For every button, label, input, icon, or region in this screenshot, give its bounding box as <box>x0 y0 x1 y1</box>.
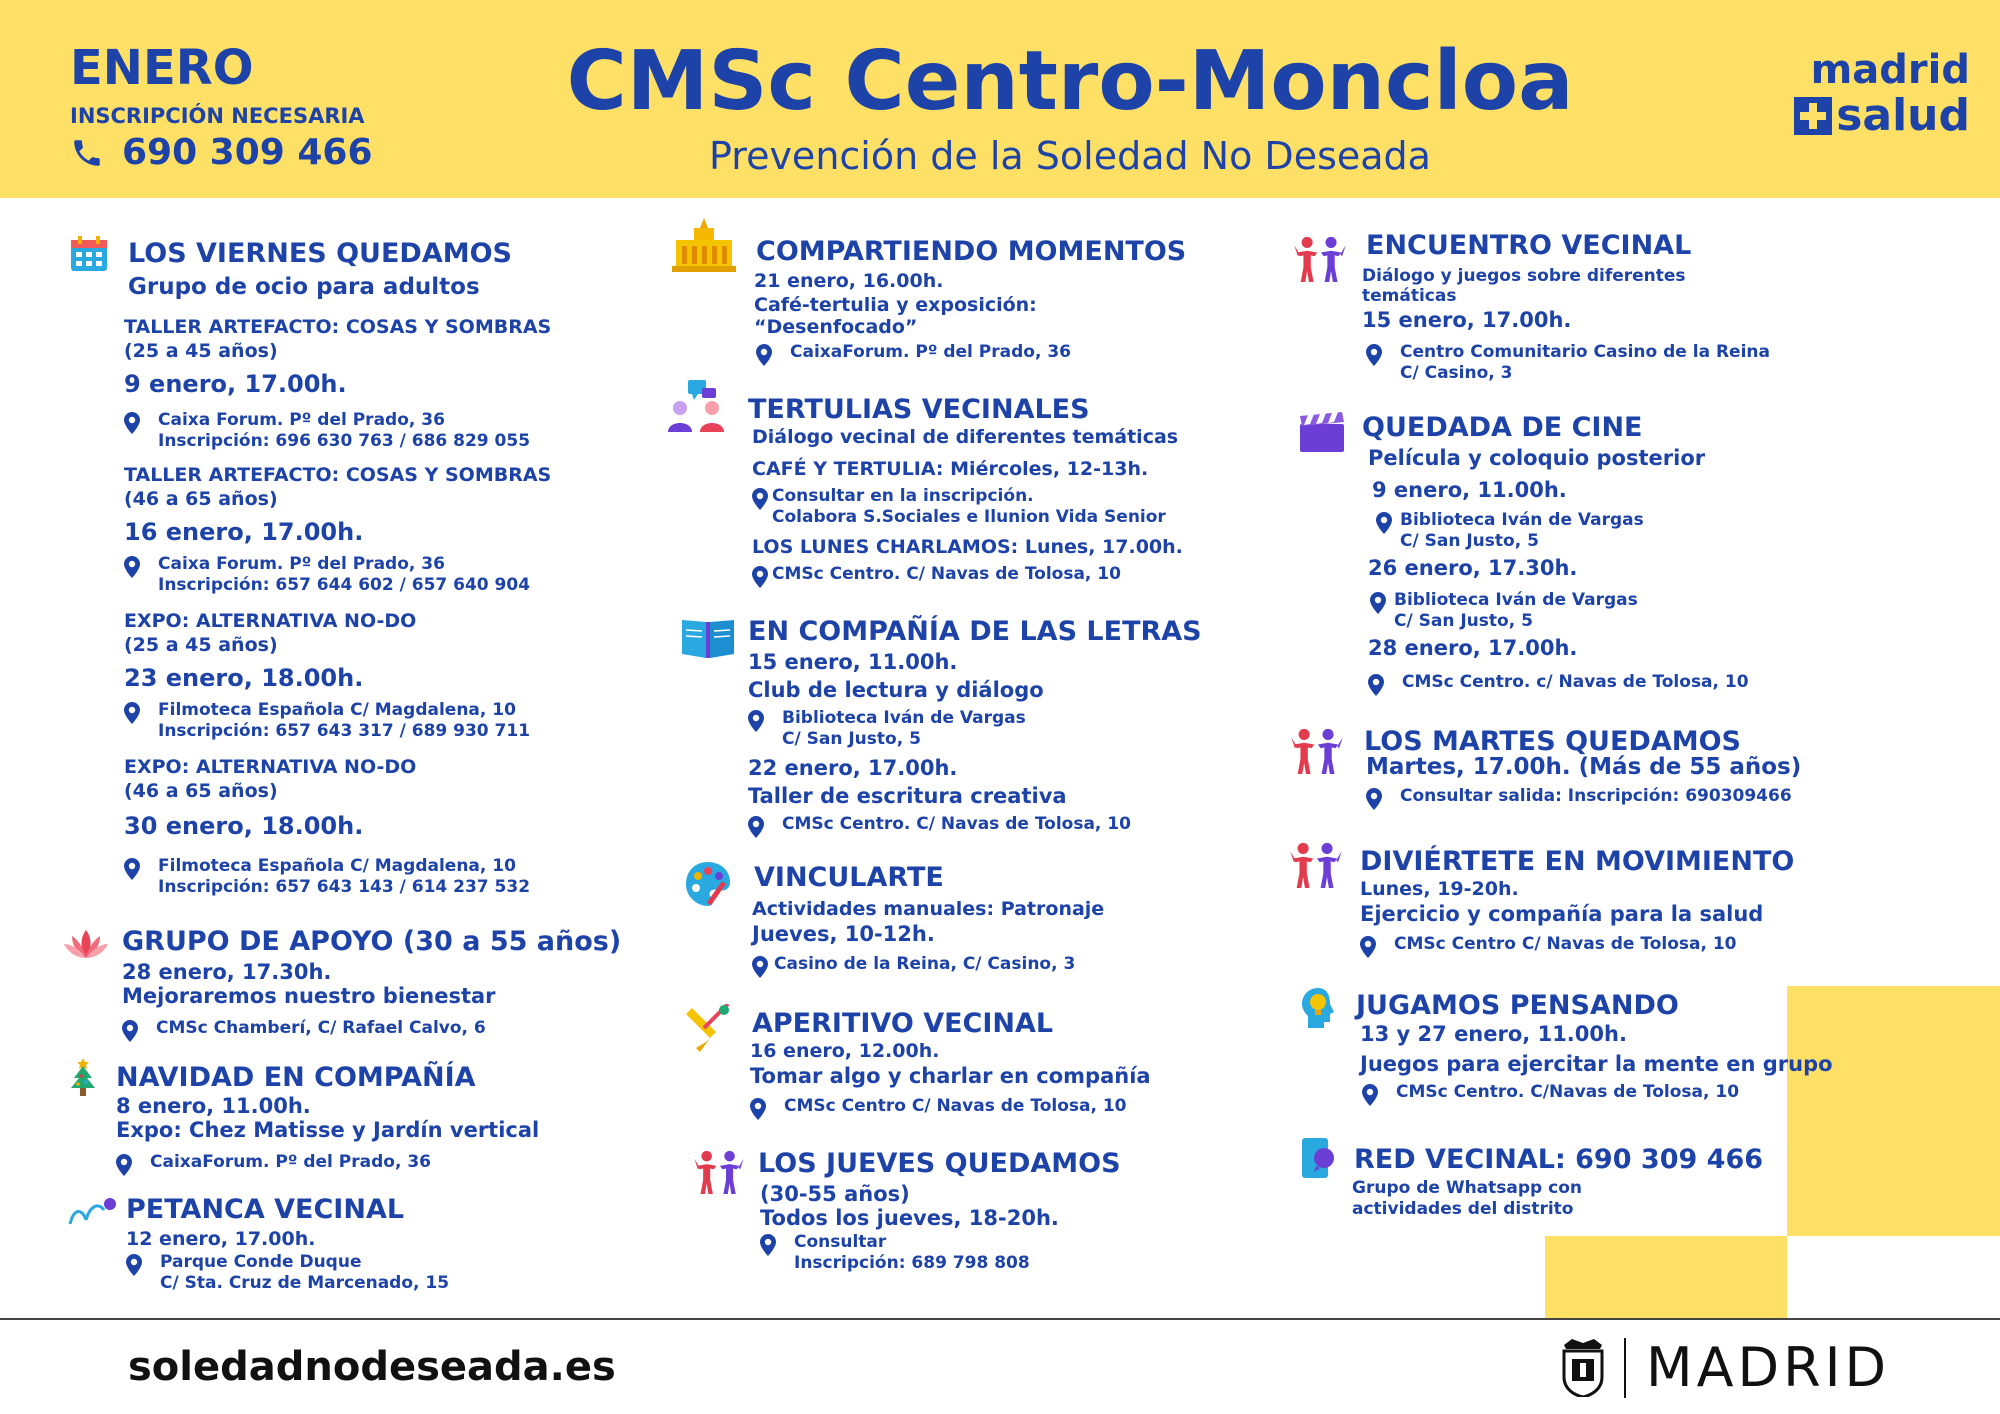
location-text: CMSc Centro C/ Navas de Tolosa, 10 <box>784 1096 1127 1116</box>
event-age: (46 a 65 años) <box>124 780 278 802</box>
event-description: Mejoraremos nuestro bienestar <box>122 984 496 1008</box>
thinking-head-icon <box>1300 986 1336 1030</box>
cross-icon <box>1794 97 1832 135</box>
event-description: Juegos para ejercitar la mente en grupo <box>1360 1052 1833 1076</box>
section-subtitle: Grupo de ocio para adultos <box>128 274 480 300</box>
event-title: EXPO: ALTERNATIVA NO-DO <box>124 610 417 632</box>
event-date: Todos los jueves, 18-20h. <box>760 1206 1059 1230</box>
event-location <box>752 954 1075 978</box>
event-location <box>748 814 1131 838</box>
people-cheering-icon <box>694 1150 744 1194</box>
museum-building-icon <box>672 218 736 272</box>
location-pin-icon <box>124 702 140 724</box>
section-title: LOS MARTES QUEDAMOS <box>1364 726 1741 757</box>
logo-divider <box>1624 1338 1626 1398</box>
location-pin-icon <box>1360 936 1376 958</box>
event-location <box>1370 590 1638 632</box>
people-cheering-icon <box>1290 728 1344 774</box>
event-date: 28 enero, 17.30h. <box>122 960 332 984</box>
event-description: Tomar algo y charlar en compañía <box>750 1064 1151 1088</box>
phone-line[interactable] <box>70 132 373 173</box>
location-text: Consultar salida: Inscripción: 690309466 <box>1400 786 1792 806</box>
location-text: Consultar en la inscripción. <box>772 486 1034 506</box>
event-location <box>748 708 1026 750</box>
location-pin-icon <box>1370 592 1386 614</box>
location-pin-icon <box>748 816 764 838</box>
location-pin-icon <box>752 956 768 978</box>
location-text: Biblioteca Iván de Vargas <box>782 708 1026 728</box>
location-pin-icon <box>752 488 768 510</box>
event-location <box>752 564 1121 588</box>
location-pin-icon <box>1362 1084 1378 1106</box>
petanque-icon <box>68 1196 116 1228</box>
location-text: C/ San Justo, 5 <box>1400 531 1539 551</box>
event-title: TALLER ARTEFACTO: COSAS Y SOMBRAS <box>124 464 552 486</box>
phone-number: 690 309 466 <box>122 132 373 173</box>
section-subtitle: Película y coloquio posterior <box>1368 446 1706 470</box>
cocktail-icon <box>680 1004 732 1054</box>
event-date: 15 enero, 17.00h. <box>1362 308 1572 332</box>
location-text: CMSc Centro. C/ Navas de Tolosa, 10 <box>772 564 1121 584</box>
month-label: ENERO <box>70 40 254 96</box>
location-text: Centro Comunitario Casino de la Reina <box>1400 342 1770 362</box>
event-location <box>1366 786 1792 810</box>
event-age: (25 a 45 años) <box>124 340 278 362</box>
event-location <box>124 856 530 898</box>
location-pin-icon <box>760 1234 776 1256</box>
clapperboard-icon <box>1300 412 1344 452</box>
section-title: APERITIVO VECINAL <box>752 1008 1054 1039</box>
event-date: 26 enero, 17.30h. <box>1368 556 1578 580</box>
header-band <box>0 0 2000 198</box>
event-location <box>122 1018 486 1042</box>
location-text: CaixaForum. Pº del Prado, 36 <box>790 342 1071 362</box>
section-subtitle: Martes, 17.00h. (Más de 55 años) <box>1366 754 1802 780</box>
people-cheering-icon <box>1290 842 1342 888</box>
section-title: TERTULIAS VECINALES <box>748 394 1090 425</box>
location-pin-icon <box>1376 512 1392 534</box>
page-title: CMSc Centro-Moncloa <box>566 34 1574 129</box>
whatsapp-chat-icon <box>1302 1138 1336 1178</box>
location-text: C/ San Justo, 5 <box>1394 611 1533 631</box>
calendar-icon <box>70 236 108 272</box>
section-title: LOS VIERNES QUEDAMOS <box>128 238 512 269</box>
event-title: LOS LUNES CHARLAMOS: Lunes, 17.00h. <box>752 536 1183 558</box>
location-text: CMSc Centro. C/Navas de Tolosa, 10 <box>1396 1082 1740 1102</box>
location-pin-icon <box>122 1020 138 1042</box>
event-date: Lunes, 19-20h. <box>1360 878 1519 900</box>
location-text: Consultar <box>794 1232 887 1252</box>
event-location <box>1362 1082 1739 1106</box>
section-title: DIVIÉRTETE EN MOVIMIENTO <box>1360 846 1795 877</box>
decorative-block <box>1787 986 2000 1236</box>
location-text: Filmoteca Española C/ Magdalena, 10 <box>158 700 516 720</box>
event-date: 15 enero, 11.00h. <box>748 650 958 674</box>
christmas-tree-icon <box>68 1058 98 1098</box>
event-date: 28 enero, 17.00h. <box>1368 636 1578 660</box>
location-pin-icon <box>748 710 764 732</box>
madrid-city-logo <box>1560 1336 1890 1399</box>
event-description: temáticas <box>1362 286 1457 306</box>
section-title: NAVIDAD EN COMPAÑÍA <box>116 1062 476 1093</box>
event-location <box>116 1152 431 1176</box>
people-cheering-icon <box>1294 236 1346 282</box>
location-text: CMSc Centro. c/ Navas de Tolosa, 10 <box>1402 672 1749 692</box>
event-date: 9 enero, 11.00h. <box>1372 478 1567 502</box>
event-description: Ejercicio y compañía para la salud <box>1360 902 1764 926</box>
event-location <box>1376 510 1644 552</box>
event-location <box>1366 342 1770 384</box>
inscription-text: Inscripción: 657 643 143 / 614 237 532 <box>158 877 531 897</box>
event-description: Expo: Chez Matisse y Jardín vertical <box>116 1118 540 1142</box>
event-date: Jueves, 10-12h. <box>752 922 935 946</box>
event-title: CAFÉ Y TERTULIA: Miércoles, 12-13h. <box>752 458 1149 480</box>
event-date: 30 enero, 18.00h. <box>124 812 364 840</box>
conversation-icon <box>666 380 730 432</box>
madrid-salud-logo <box>1780 48 1970 140</box>
inscription-note: INSCRIPCIÓN NECESARIA <box>70 104 365 128</box>
event-description: Club de lectura y diálogo <box>748 678 1044 702</box>
website-link[interactable]: soledadnodeseada.es <box>128 1344 616 1390</box>
open-book-icon <box>682 616 734 658</box>
inscription-text: Inscripción: 657 644 602 / 657 640 904 <box>158 575 531 595</box>
event-location <box>760 1232 1030 1274</box>
event-age: (46 a 65 años) <box>124 488 278 510</box>
location-pin-icon <box>124 556 140 578</box>
location-text: Casino de la Reina, C/ Casino, 3 <box>774 954 1076 974</box>
location-pin-icon <box>756 344 772 366</box>
section-subtitle: Diálogo vecinal de diferentes temáticas <box>752 426 1179 448</box>
event-date: 21 enero, 16.00h. <box>754 270 944 292</box>
location-text: Caixa Forum. Pº del Prado, 36 <box>158 410 445 430</box>
inscription-text: Inscripción: 657 643 317 / 689 930 711 <box>158 721 531 741</box>
event-date: 16 enero, 17.00h. <box>124 518 364 546</box>
event-date: 22 enero, 17.00h. <box>748 756 958 780</box>
event-description: actividades del distrito <box>1352 1199 1574 1219</box>
inscription-text: Inscripción: 689 798 808 <box>794 1253 1030 1273</box>
event-description: Diálogo y juegos sobre diferentes <box>1362 266 1686 286</box>
location-text: CMSc Centro. C/ Navas de Tolosa, 10 <box>782 814 1131 834</box>
event-date: 16 enero, 12.00h. <box>750 1040 940 1062</box>
event-location <box>750 1096 1127 1120</box>
location-text: Colabora S.Sociales e Ilunion Vida Senior <box>772 507 1166 527</box>
event-location <box>1368 672 1749 696</box>
section-title: JUGAMOS PENSANDO <box>1356 990 1679 1021</box>
paint-palette-icon <box>684 860 732 908</box>
location-text: Biblioteca Iván de Vargas <box>1394 590 1638 610</box>
event-location <box>1360 934 1737 958</box>
location-text: Caixa Forum. Pº del Prado, 36 <box>158 554 445 574</box>
phone-icon <box>70 136 104 170</box>
location-pin-icon <box>124 858 140 880</box>
location-text: C/ Casino, 3 <box>1400 363 1513 383</box>
location-pin-icon <box>126 1254 142 1276</box>
location-pin-icon <box>752 566 768 588</box>
section-title: LOS JUEVES QUEDAMOS <box>758 1148 1121 1179</box>
event-age: (30-55 años) <box>760 1182 910 1206</box>
footer-divider <box>0 1318 2000 1320</box>
location-text: CMSc Centro C/ Navas de Tolosa, 10 <box>1394 934 1737 954</box>
location-text: CMSc Chamberí, C/ Rafael Calvo, 6 <box>156 1018 486 1038</box>
event-location <box>126 1252 449 1294</box>
event-date: 8 enero, 11.00h. <box>116 1094 311 1118</box>
location-pin-icon <box>1366 788 1382 810</box>
event-age: (25 a 45 años) <box>124 634 278 656</box>
lotus-icon <box>64 928 108 960</box>
page-subtitle: Prevención de la Soledad No Deseada <box>709 134 1431 178</box>
location-text: C/ San Justo, 5 <box>782 729 921 749</box>
section-title: QUEDADA DE CINE <box>1362 412 1643 443</box>
section-title: GRUPO DE APOYO (30 a 55 años) <box>122 926 622 957</box>
location-pin-icon <box>1368 674 1384 696</box>
event-location <box>124 700 530 742</box>
section-title: EN COMPAÑÍA DE LAS LETRAS <box>748 616 1202 647</box>
event-title: TALLER ARTEFACTO: COSAS Y SOMBRAS <box>124 316 552 338</box>
location-text: C/ Sta. Cruz de Marcenado, 15 <box>160 1273 450 1293</box>
event-location <box>124 410 530 452</box>
location-text: Biblioteca Iván de Vargas <box>1400 510 1644 530</box>
location-pin-icon <box>750 1098 766 1120</box>
section-title: ENCUENTRO VECINAL <box>1366 230 1692 261</box>
location-pin-icon <box>1366 344 1382 366</box>
location-text: Parque Conde Duque <box>160 1252 362 1272</box>
section-title: PETANCA VECINAL <box>126 1194 405 1225</box>
event-description: “Desenfocado” <box>754 316 918 338</box>
event-date: 13 y 27 enero, 11.00h. <box>1360 1022 1627 1046</box>
event-date: 23 enero, 18.00h. <box>124 664 364 692</box>
event-location <box>752 486 1166 528</box>
event-description: Actividades manuales: Patronaje <box>752 898 1105 920</box>
logo-top-text: madrid <box>1810 47 1970 93</box>
location-text: Filmoteca Española C/ Magdalena, 10 <box>158 856 516 876</box>
event-description: Grupo de Whatsapp con <box>1352 1178 1582 1198</box>
location-text: CaixaForum. Pº del Prado, 36 <box>150 1152 431 1172</box>
event-location <box>124 554 530 596</box>
section-title: COMPARTIENDO MOMENTOS <box>756 236 1187 267</box>
decorative-block <box>1545 1236 1787 1318</box>
inscription-text: Inscripción: 696 630 763 / 686 829 055 <box>158 431 531 451</box>
location-pin-icon <box>116 1154 132 1176</box>
city-crest-icon <box>1560 1339 1606 1397</box>
city-name: MADRID <box>1646 1336 1891 1399</box>
section-title: VINCULARTE <box>754 862 944 893</box>
event-date: 9 enero, 17.00h. <box>124 370 347 398</box>
location-pin-icon <box>124 412 140 434</box>
event-date: 12 enero, 17.00h. <box>126 1228 316 1250</box>
logo-bottom-text: salud <box>1836 90 1970 141</box>
section-title: RED VECINAL: 690 309 466 <box>1354 1144 1764 1175</box>
event-location <box>756 342 1071 366</box>
event-description: Taller de escritura creativa <box>748 784 1067 808</box>
event-title: EXPO: ALTERNATIVA NO-DO <box>124 756 417 778</box>
event-description: Café-tertulia y exposición: <box>754 294 1037 316</box>
